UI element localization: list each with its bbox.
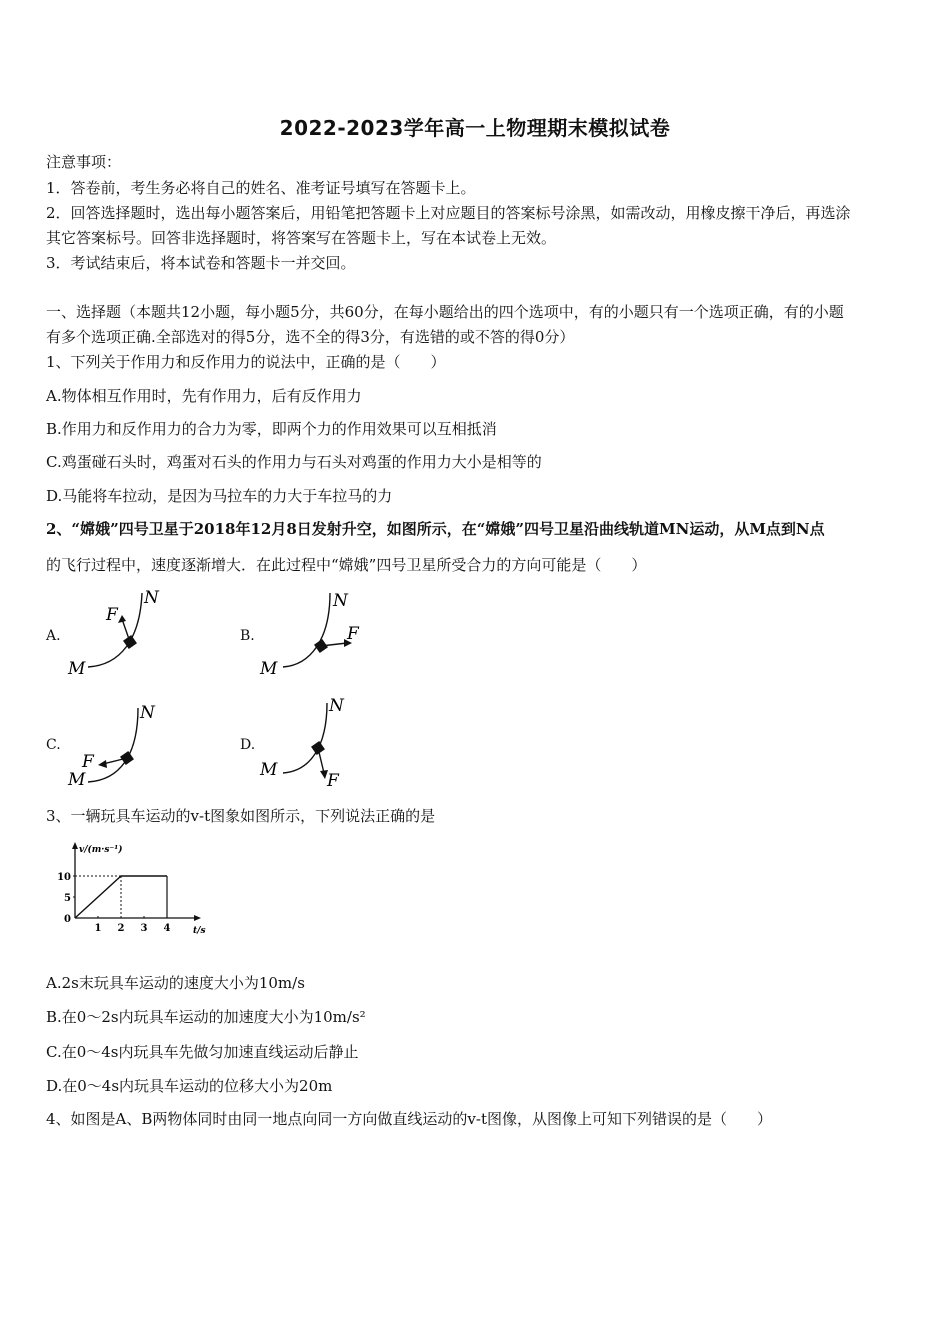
- question-4-stem: 4、如图是A、B两物体同时由同一地点向同一方向做直线运动的v-t图像，从图像上可知下列错误的是（ ）: [46, 1110, 772, 1128]
- question-3-option-d: D.在0～4s内玩具车运动的位移大小为20m: [46, 1077, 333, 1095]
- label-m: M: [68, 659, 86, 679]
- satellite-block: [120, 751, 134, 765]
- section-instructions: 一、选择题（本题共12小题，每小题5分，共60分，在每小题给出的四个选项中，有的小题只有一个选项正确，有的小题: [46, 303, 844, 321]
- question-3-option-c: C.在0～4s内玩具车先做匀加速直线运动后静止: [46, 1043, 359, 1061]
- question-3-stem: 3、一辆玩具车运动的v-t图象如图所示，下列说法正确的是: [46, 807, 436, 825]
- section-instructions: 有多个选项正确.全部选对的得5分，选不全的得3分，有选错的或不答的得0分）: [46, 328, 575, 346]
- y-axis-arrow: [72, 842, 78, 849]
- question-1-option-b: B.作用力和反作用力的合力为零，即两个力的作用效果可以互相抵消: [46, 420, 497, 438]
- label-m: M: [260, 659, 278, 679]
- question-1-option-d: D.马能将车拉动，是因为马拉车的力大于车拉马的力: [46, 487, 393, 505]
- vt-graph: [55, 838, 215, 938]
- force-arrow: [122, 619, 130, 642]
- y-tick-label: 5: [64, 893, 71, 904]
- page-title: 2022-2023学年高一上物理期末模拟试卷: [279, 116, 671, 140]
- notice-item: 2．回答选择题时，选出每小题答案后，用铅笔把答题卡上对应题目的答案标号涂黑，如需改动，用橡皮擦干净后，再选涂: [46, 204, 851, 222]
- label-n: N: [329, 696, 344, 716]
- x-tick-label: 3: [140, 923, 148, 934]
- label-f: F: [82, 752, 94, 772]
- notice-heading: 注意事项：: [46, 153, 122, 171]
- option-d-label: D.: [240, 737, 256, 753]
- figure-option-a: [60, 585, 170, 680]
- question-3-option-b: B.在0～2s内玩具车运动的加速度大小为10m/s²: [46, 1008, 366, 1026]
- question-1-option-a: A.物体相互作用时，先有作用力，后有反作用力: [46, 387, 362, 405]
- y-tick-label: 10: [57, 872, 71, 883]
- question-3-option-a: A.2s末玩具车运动的速度大小为10m/s: [46, 974, 305, 992]
- label-f: F: [106, 605, 118, 625]
- force-arrowhead: [118, 615, 126, 623]
- question-1-option-c: C.鸡蛋碰石头时，鸡蛋对石头的作用力与石头对鸡蛋的作用力大小是相等的: [46, 453, 542, 471]
- option-c-label: C.: [46, 737, 61, 753]
- notice-item: 其它答案标号。回答非选择题时，将答案写在答题卡上，写在本试卷上无效。: [46, 229, 557, 247]
- label-n: N: [144, 588, 159, 608]
- figure-option-b: [255, 585, 375, 680]
- question-1-stem: 1、下列关于作用力和反作用力的说法中，正确的是（ ）: [46, 353, 446, 371]
- trajectory-curve: [283, 703, 327, 773]
- question-2-stem: 的飞行过程中，速度逐渐增大．在此过程中“嫦娥”四号卫星所受合力的方向可能是（ ）: [46, 556, 647, 574]
- label-f: F: [327, 771, 339, 791]
- x-axis-arrow: [194, 915, 201, 921]
- label-f: F: [347, 624, 359, 644]
- force-arrowhead: [98, 760, 107, 768]
- x-tick-label: 4: [163, 923, 171, 934]
- x-tick-label: 1: [94, 923, 102, 934]
- label-m: M: [68, 770, 86, 790]
- figure-option-d: [255, 695, 375, 795]
- y-axis-label: v/(m·s⁻¹): [79, 845, 123, 855]
- notice-item: 1．答卷前，考生务必将自己的姓名、准考证号填写在答题卡上。: [46, 179, 476, 197]
- x-tick-label: 2: [117, 923, 125, 934]
- trajectory-curve: [88, 708, 138, 782]
- figure-option-c: [60, 700, 170, 795]
- label-n: N: [140, 703, 155, 723]
- notice-item: 3．考试结束后，将本试卷和答题卡一并交回。: [46, 254, 356, 272]
- option-b-label: B.: [240, 628, 255, 644]
- x-axis-label: t/s: [193, 926, 206, 936]
- label-m: M: [260, 760, 278, 780]
- question-2-stem: 2、“嫦娥”四号卫星于2018年12月8日发射升空，如图所示，在“嫦娥”四号卫星沿曲线轨道MN运动，从M点到N点: [46, 520, 825, 538]
- y-tick-label: 0: [64, 914, 71, 925]
- trajectory-curve: [283, 593, 330, 667]
- option-a-label: A.: [46, 628, 61, 644]
- label-n: N: [333, 591, 348, 611]
